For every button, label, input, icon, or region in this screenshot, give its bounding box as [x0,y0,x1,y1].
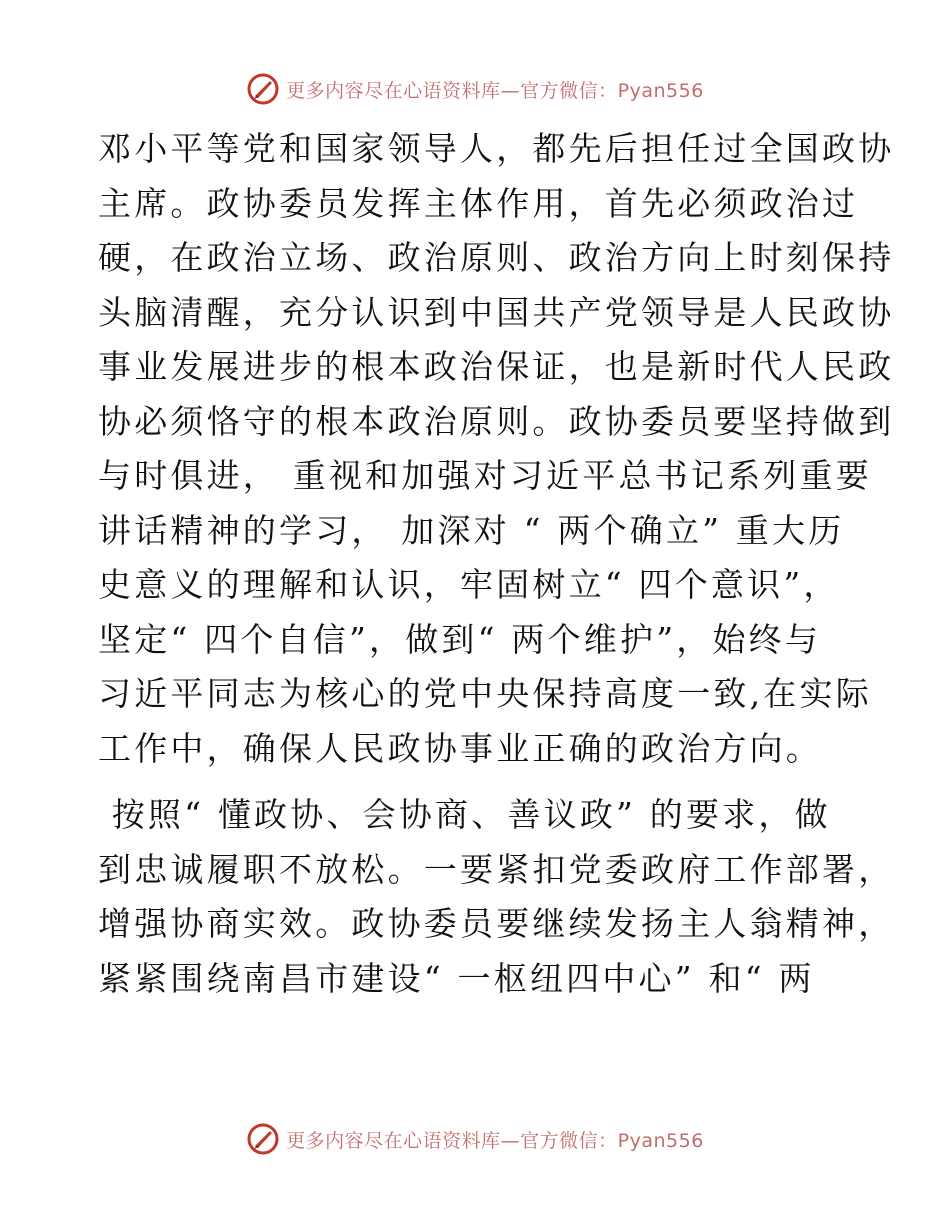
text-line: 紧紧围绕南昌市建设“ 一枢纽四中心” 和“ 两 [98,958,815,998]
footer-watermark [0,1122,950,1156]
header-watermark [0,72,950,106]
text-line: 史意义的理解和认识，牢固树立“ 四个意识”， [98,565,840,604]
paragraph-1 [98,122,895,776]
text-line: 与时俱进， 重视和加强对习近平总书记系列重要 [98,456,872,495]
watermark-text: 更多内容尽在心语资料库—官方微信：Pyan556 [286,1129,704,1152]
quill-circle-logo-icon [246,72,280,106]
text-line: 按照“ 懂政协、会协商、善议政” 的要求，做 [98,795,831,834]
watermark-text: 更多内容尽在心语资料库—官方微信：Pyan556 [286,79,704,102]
text-line: 主席。政协委员发挥主体作用，首先必须政治过 [98,183,859,223]
text-line: 讲话精神的学习， 加深对 “ 两个确立” 重大历 [98,510,845,550]
quill-circle-logo-icon [246,1122,280,1156]
text-line: 硬，在政治立场、政治原则、政治方向上时刻保持 [98,238,895,277]
text-line: 坚定“ 四个自信”，做到“ 两个维护”，始终与 [98,619,822,659]
paragraph-2 [98,788,895,1006]
text-line: 到忠诚履职不放松。一要紧扣党委政府工作部署， [98,849,895,889]
text-line: 头脑清醒，充分认识到中国共产党领导是人民政协 [98,292,895,332]
text-line: 协必须恪守的根本政治原则。政协委员要坚持做到 [98,401,895,441]
text-line: 工作中，确保人民政协事业正确的政治方向。 [98,728,822,768]
document-body [98,122,895,1006]
text-line: 增强协商实效。政协委员要继续发扬主人翁精神， [98,904,895,943]
text-line: 习近平同志为核心的党中央保持高度一致,在实际 [98,674,872,713]
text-line: 事业发展进步的根本政治保证，也是新时代人民政 [98,347,895,386]
text-line: 邓小平等党和国家领导人，都先后担任过全国政协 [98,129,895,168]
